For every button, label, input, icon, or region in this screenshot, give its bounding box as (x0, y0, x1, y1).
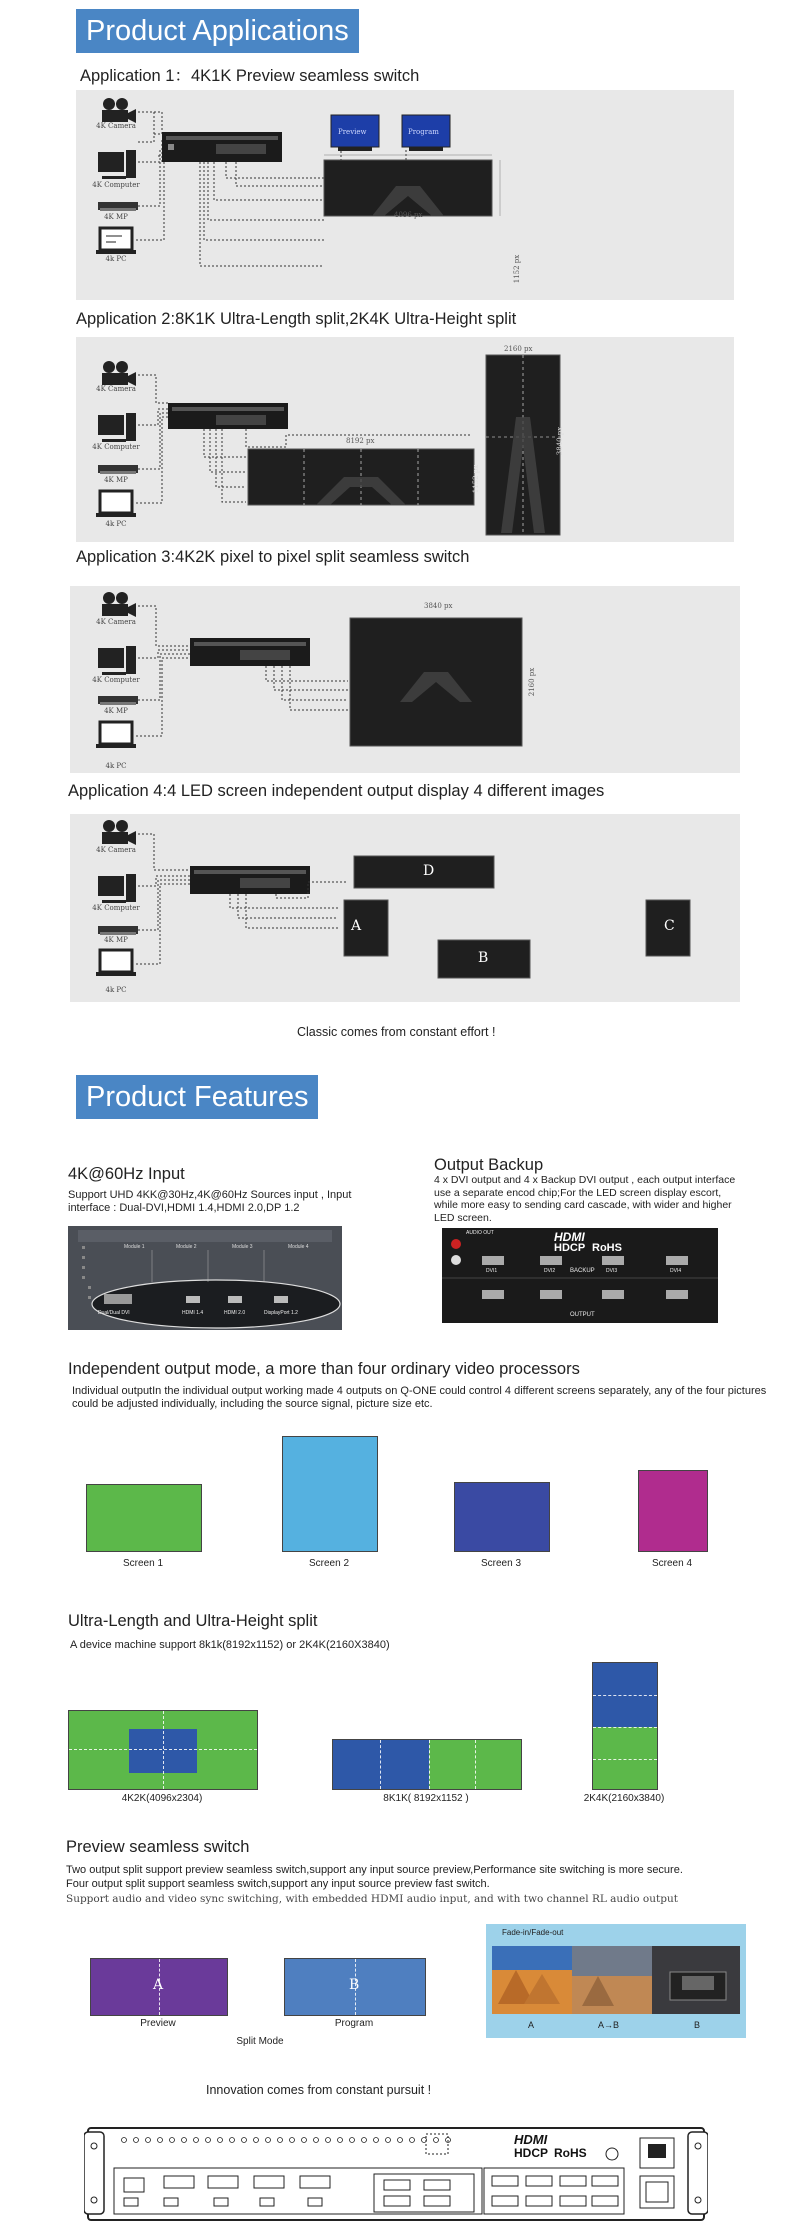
input-description: Support UHD 4KK@30Hz,4K@60Hz Sources input , Input interface : Dual-DVI,HDMI 1.4,HDMI 2.0,DP 1.2 (68, 1189, 352, 1214)
dvi2-label: DVI2 (544, 1268, 556, 1274)
media-player-icon (98, 202, 138, 211)
source-label-camera: 4K Camera (96, 122, 136, 130)
program-box (284, 1958, 426, 2016)
source-label-mp: 4K MP (104, 213, 128, 221)
screen-2-box (282, 1436, 378, 1552)
screen-3-box (454, 1482, 550, 1552)
source-label-pc: 4k PC (105, 762, 127, 770)
split-mode-label: Split Mode (236, 2036, 284, 2047)
split-2k4k-label: 2K4K(2160x3840) (583, 1793, 665, 1804)
source-label-camera: 4K Camera (96, 846, 136, 854)
rear-rohs-logo: RoHS (554, 2146, 587, 2160)
split-4k2k-box (68, 1710, 258, 1790)
width-dimension: 3840 px (424, 602, 453, 610)
source-label-computer: 4K Computer (92, 181, 140, 189)
fade-label-b: B (694, 2020, 701, 2030)
split-2k4k-divider-3 (593, 1759, 657, 1760)
source-label-camera: 4K Camera (96, 385, 136, 393)
classic-tagline: Classic comes from constant effort ! (297, 1025, 496, 1039)
source-label-computer: 4K Computer (92, 676, 140, 684)
product-applications-banner: Product Applications (76, 9, 359, 53)
source-label-computer: 4K Computer (92, 904, 140, 912)
program-box-label: Program (334, 2018, 374, 2029)
fade-panel (486, 1924, 746, 2038)
screen-4-label: Screen 4 (651, 1558, 693, 1569)
screen-2-label: Screen 2 (308, 1558, 350, 1569)
height-tall-dimension: 3840 px (556, 426, 565, 456)
rohs-logo: RoHS (592, 1242, 622, 1254)
pc-laptop-icon (96, 491, 136, 517)
camera-icon (102, 820, 136, 845)
backup-label: BACKUP (570, 1268, 595, 1274)
split-8k1k-inner (333, 1740, 429, 1789)
height-dimension: 2160 px (528, 667, 537, 697)
split-8k1k-box (332, 1739, 522, 1790)
application-1-diagram (76, 90, 734, 300)
width-tall-dimension: 2160 px (504, 345, 533, 353)
split-8k1k-label: 8K1K( 8192x1152 ) (383, 1793, 469, 1804)
preview-box-label: Preview (140, 2018, 176, 2029)
backup-title: Output Backup (434, 1156, 544, 1174)
split-4k2k-divider-h (69, 1749, 257, 1750)
preview-monitor-label: Preview (338, 128, 367, 136)
width-dimension: 4096 px (394, 211, 423, 219)
ultra-title: Ultra-Length and Ultra-Height split (68, 1612, 318, 1630)
processor-device (168, 403, 288, 429)
backup-panel-image (442, 1228, 718, 1323)
dvi3-label: DVI3 (606, 1268, 618, 1274)
product-features-banner: Product Features (76, 1075, 318, 1119)
source-label-mp: 4K MP (104, 707, 128, 715)
source-label-pc: 4k PC (105, 520, 127, 528)
preview-title: Preview seamless switch (66, 1838, 250, 1856)
audio-out-label: AUDIO OUT (466, 1230, 494, 1236)
media-player-icon (98, 926, 138, 935)
innovation-tagline: Innovation comes from constant pursuit ! (206, 2083, 432, 2097)
screen-c-label: C (664, 918, 675, 934)
split-2k4k-box (592, 1662, 658, 1790)
application-1-title: Application 1：4K1K Preview seamless switch (80, 67, 420, 85)
split-8k1k-divider-1 (380, 1740, 381, 1789)
rear-hdmi-logo: HDMI (514, 2132, 548, 2147)
preview-box (90, 1958, 228, 2016)
source-label-pc: 4k PC (105, 986, 127, 994)
fade-title: Fade-in/Fade-out (502, 1928, 564, 1937)
port-hdmi-14: HDMI 1.4 (182, 1310, 204, 1316)
preview-text-3: Support audio and video sync switching, with embedded HDMI audio input, and with two channel RL audio output (66, 1893, 678, 1905)
application-2-panel (76, 337, 734, 542)
split-8k1k-divider-3 (475, 1740, 476, 1789)
pc-laptop-icon (96, 722, 136, 748)
application-4-title: Application 4:4 LED screen independent output display 4 different images (68, 782, 605, 800)
module-1-label: Module 1 (124, 1244, 145, 1250)
source-label-pc: 4k PC (105, 255, 127, 263)
application-3-title: Application 3:4K2K pixel to pixel split seamless switch (76, 548, 470, 566)
media-player-icon (98, 696, 138, 705)
port-displayport: DisplayPort 1.2 (264, 1310, 298, 1316)
application-3-panel (70, 586, 740, 773)
dvi4-label: DVI4 (670, 1268, 682, 1274)
hdcp-logo: HDCP (554, 1242, 586, 1254)
application-2-diagram (76, 337, 734, 542)
module-2-label: Module 2 (176, 1244, 197, 1250)
processor-device (190, 638, 310, 666)
application-4-panel (70, 814, 740, 1002)
split-2k4k-divider-1 (593, 1695, 657, 1696)
rear-panel-drawing (84, 2124, 708, 2224)
camera-icon (102, 98, 136, 123)
screen-3-label: Screen 3 (480, 1558, 522, 1569)
screen-a-label: A (351, 918, 362, 934)
dvi1-label: DVI1 (486, 1268, 498, 1274)
source-label-computer: 4K Computer (92, 443, 140, 451)
computer-icon (98, 413, 136, 442)
input-panel-image (68, 1226, 342, 1330)
program-box-b: B (349, 1977, 360, 1993)
source-label-camera: 4K Camera (96, 618, 136, 626)
screen-1-box (86, 1484, 202, 1552)
media-player-icon (98, 465, 138, 474)
preview-box-a: A (153, 1977, 164, 1993)
camera-icon (102, 592, 136, 617)
port-dual-dvi: Dual/Dual DVI (98, 1310, 130, 1316)
camera-icon (102, 361, 136, 386)
application-2-title: Application 2:8K1K Ultra-Length split,2K4K Ultra-Height split (76, 310, 517, 328)
screen-d-label: D (423, 863, 435, 879)
fade-label-ab: A→B (598, 2020, 620, 2030)
independent-title: Independent output mode, a more than four ordinary video processors (68, 1360, 580, 1378)
independent-description: Individual outputIn the individual output working made 4 outputs on Q-ONE could control 4 different screens separately, any of the four pictures could be adjusted individually, including the source signal, picture size etc. (72, 1385, 767, 1410)
split-2k4k-divider-2 (593, 1727, 657, 1728)
processor-device (190, 866, 310, 894)
input-title: 4K@60Hz Input (68, 1165, 185, 1183)
preview-text-2: Four output split support seamless switch,support any input source preview fast switch. (66, 1878, 490, 1890)
application-4-diagram (70, 814, 740, 1002)
height-long-dimension: 1152 px (472, 464, 481, 494)
module-3-label: Module 3 (232, 1244, 253, 1250)
pc-laptop-icon (96, 950, 136, 976)
screen-1-label: Screen 1 (122, 1558, 164, 1569)
height-dimension: 1152 px (513, 254, 522, 284)
application-3-diagram (70, 586, 740, 773)
width-long-dimension: 8192 px (346, 437, 375, 445)
screen-4-box (638, 1470, 708, 1552)
ultra-description: A device machine support 8k1k(8192x1152) or 2K4K(2160X3840) (70, 1639, 390, 1651)
split-4k2k-divider-v (163, 1711, 164, 1789)
module-4-label: Module 4 (288, 1244, 309, 1250)
preview-text-1: Two output split support preview seamless switch,support any input source preview,Performance site switching is more secure. (66, 1864, 683, 1876)
hdmi-logo: HDMI (554, 1230, 585, 1244)
source-label-mp: 4K MP (104, 936, 128, 944)
pc-laptop-icon (96, 228, 136, 254)
program-monitor-label: Program (408, 128, 439, 136)
screen-b-label: B (478, 950, 489, 966)
application-1-panel (76, 90, 734, 300)
split-4k2k-label: 4K2K(4096x2304) (121, 1793, 203, 1804)
output-label: OUTPUT (570, 1312, 595, 1318)
backup-description: 4 x DVI output and 4 x Backup DVI output , each output interface use a separate encod chip;For the LED screen display escort, while more easy to sending card cascade, with wider and higher LED screen. (434, 1174, 736, 1224)
port-hdmi-20: HDMI 2.0 (224, 1310, 246, 1316)
source-label-mp: 4K MP (104, 476, 128, 484)
rear-hdcp-logo: HDCP (514, 2146, 549, 2160)
computer-icon (98, 646, 136, 675)
computer-icon (98, 874, 136, 903)
computer-icon (98, 150, 136, 179)
split-8k1k-divider-2 (429, 1740, 430, 1789)
processor-device (162, 132, 282, 162)
fade-label-a: A (528, 2020, 535, 2030)
